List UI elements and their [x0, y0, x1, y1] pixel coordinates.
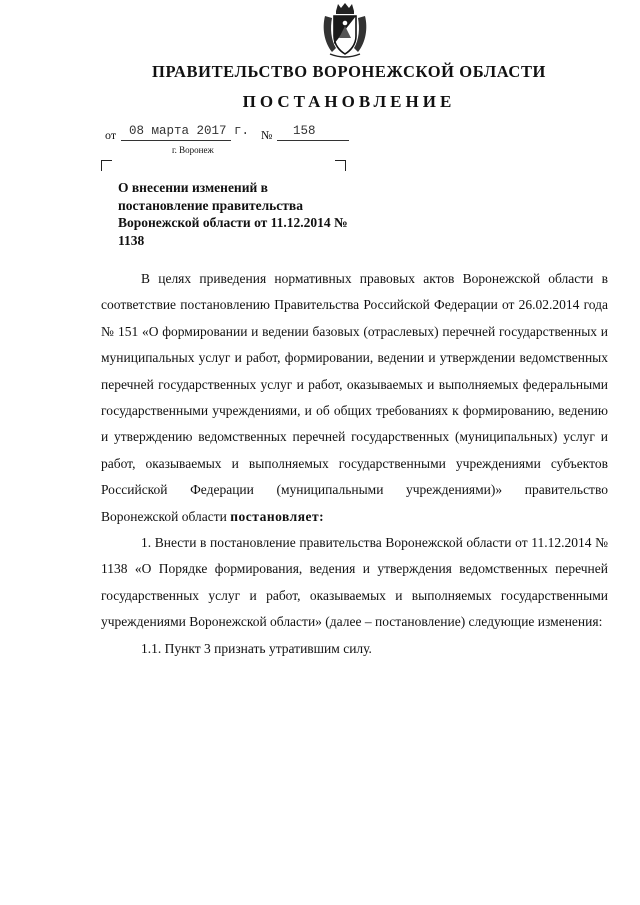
date-number-line — [105, 124, 365, 146]
decree-colon: : — [319, 508, 325, 524]
number-label: № — [261, 128, 273, 142]
subject-bracket-right — [335, 160, 346, 171]
document-body — [101, 266, 608, 662]
item-1-1-paragraph: 1.1. Пункт 3 признать утратившим силу. — [141, 640, 372, 656]
from-label: от — [105, 128, 117, 142]
date-underline — [121, 140, 231, 141]
subject-heading: О внесении изменений в постановление правительства Воронежской области от 11.12.2014 № 1138 — [118, 180, 348, 248]
number-value: 158 — [293, 124, 316, 138]
preamble-paragraph — [101, 266, 608, 530]
decree-keyword: постановляет — [230, 508, 320, 524]
date-value: 08 марта 2017 г. — [129, 124, 250, 138]
coat-of-arms-icon — [322, 2, 368, 58]
item-1-paragraph: 1. Внести в постановление правительства Воронежской области от 11.12.2014 № 1138 «О Порядке формирования, ведения и утверждения ведомственных перечней государственных услуг и работ, оказываемых и выполняемых государственными учреждениями Воронежской области» (далее – постановление) следующие изменения: — [101, 535, 608, 630]
document-type-title: ПОСТАНОВЛЕНИЕ — [242, 92, 456, 111]
number-underline — [277, 140, 349, 141]
city-label: г. Воронеж — [172, 145, 214, 155]
subject-bracket-left — [101, 160, 112, 171]
preamble-text: В целях приведения нормативных правовых актов Воронежской области в соответствие постановлению Правительства Российской Федерации от 26.02.2014 года № 151 «О формировании и ведении базовых (отраслевых) перечней государственных и муниципальных услуг и работ, формировании, ведении и утверждении ведомственных перечней государственных услуг и работ, оказываемых и выполняемых федеральными государственными учреждениями, и об общих требованиях к формированию, ведению и утверждению ведомственных перечней государственных (муниципальных) услуг и работ, оказываемых и выполняемых государственными учреждениями субъектов Российской Федерации (муниципальными учреждениями)» правительство Воронежской области — [101, 271, 608, 524]
government-title: ПРАВИТЕЛЬСТВО ВОРОНЕЖСКОЙ ОБЛАСТИ — [152, 62, 546, 81]
